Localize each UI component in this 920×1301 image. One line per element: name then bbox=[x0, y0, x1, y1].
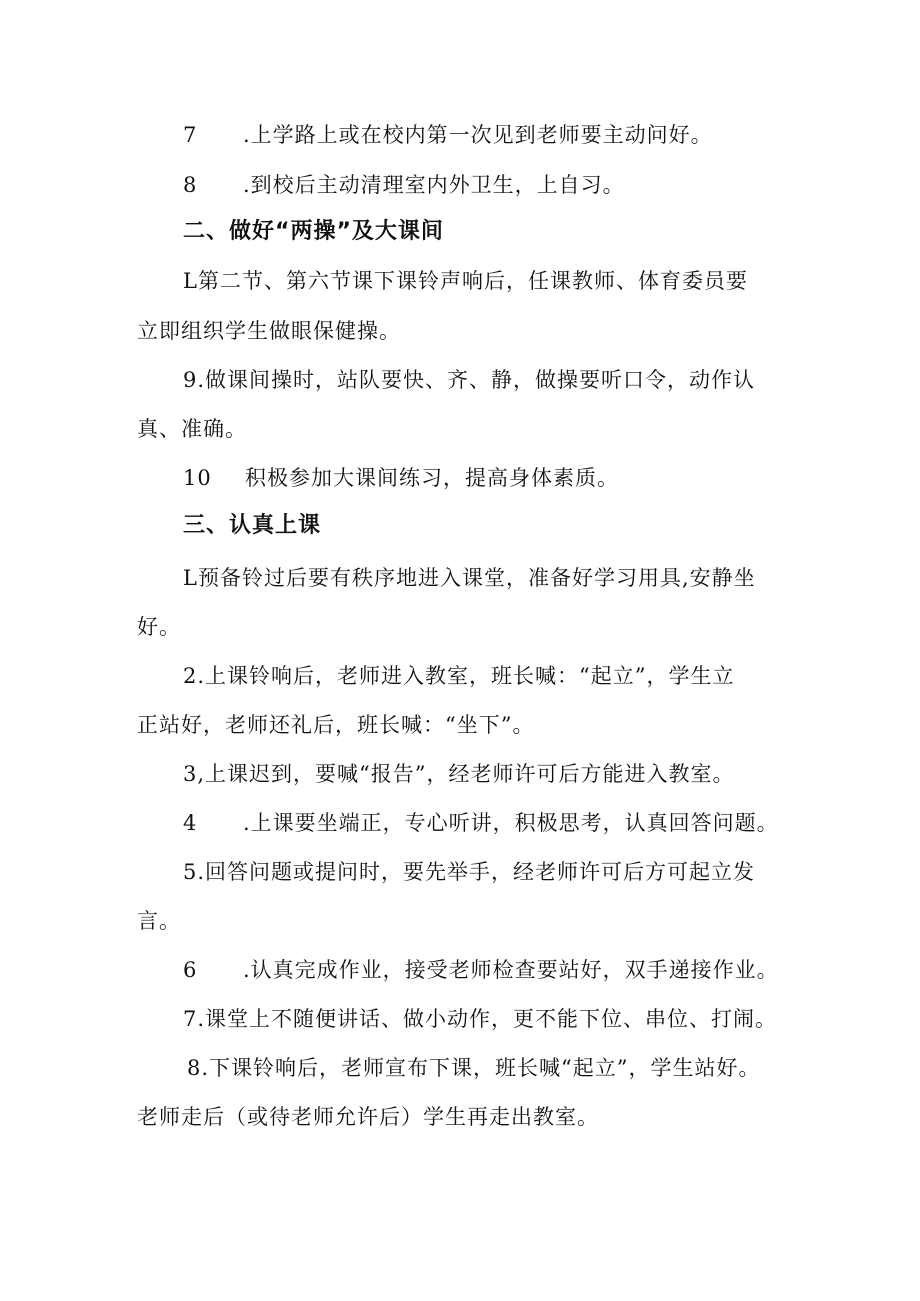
rule-line-15: 言。 bbox=[137, 909, 181, 933]
item-number: 4 bbox=[183, 811, 198, 835]
item-number: 7 bbox=[183, 123, 198, 147]
line-text: .到校后主动清理室内外卫生，上自习。 bbox=[243, 173, 625, 197]
rule-line-18: 8.下课铃响后，老师宣布下课，班长喊“起立”，学生站好。 bbox=[187, 1056, 761, 1080]
line-text: 积极参加大课间练习，提高身体素质。 bbox=[245, 466, 619, 490]
rule-line-19: 老师走后（或待老师允许后）学生再走出教室。 bbox=[137, 1105, 599, 1129]
item-number: 10 bbox=[183, 466, 212, 490]
rule-line-16 bbox=[183, 955, 779, 985]
rule-line-7 bbox=[183, 463, 619, 493]
rule-line-10: 2.上课铃响后，老师进入教室，班长喊：“起立”，学生立 bbox=[183, 664, 735, 688]
rule-line-3: L第二节、第六节课下课铃声响后，任课教师、体育委员要 bbox=[183, 269, 748, 293]
line-text: .上课要坐端正，专心听讲，积极思考，认真回答问题。 bbox=[243, 811, 779, 835]
section-heading-3: 三、认真上课 bbox=[183, 513, 322, 538]
rule-line-2 bbox=[183, 170, 625, 200]
section-heading-2: 二、做好“两操”及大课间 bbox=[183, 219, 444, 244]
rule-line-17: 7.课堂上不随便讲话、做小动作，更不能下位、串位、打闹。 bbox=[183, 1007, 778, 1031]
line-text: .认真完成作业，接受老师检查要站好，双手递接作业。 bbox=[243, 958, 779, 982]
rule-line-8: L预备铃过后要有秩序地进入课堂，准备好学习用具,安静坐 bbox=[183, 566, 756, 590]
rule-line-11: 正站好，老师还礼后，班长喊：“坐下”。 bbox=[137, 713, 535, 737]
rule-line-4: 立即组织学生做眼保健操。 bbox=[137, 319, 401, 343]
item-number: 6 bbox=[183, 958, 198, 982]
rule-line-12: 3,上课迟到，要喊“报告”，经老师许可后方能进入教室。 bbox=[183, 762, 735, 786]
line-text: .上学路上或在校内第一次见到老师要主动问好。 bbox=[243, 123, 713, 147]
rule-line-1 bbox=[183, 120, 713, 150]
rule-line-9: 好。 bbox=[137, 615, 181, 639]
rule-line-13 bbox=[183, 808, 779, 838]
rule-line-6: 真、准确。 bbox=[137, 417, 247, 441]
rule-line-5: 9.做课间操时，站队要快、齐、静，做操要听口令，动作认 bbox=[183, 368, 756, 392]
rule-line-14: 5.回答问题或提问时，要先举手，经老师许可后方可起立发 bbox=[183, 860, 756, 884]
item-number: 8 bbox=[183, 173, 198, 197]
